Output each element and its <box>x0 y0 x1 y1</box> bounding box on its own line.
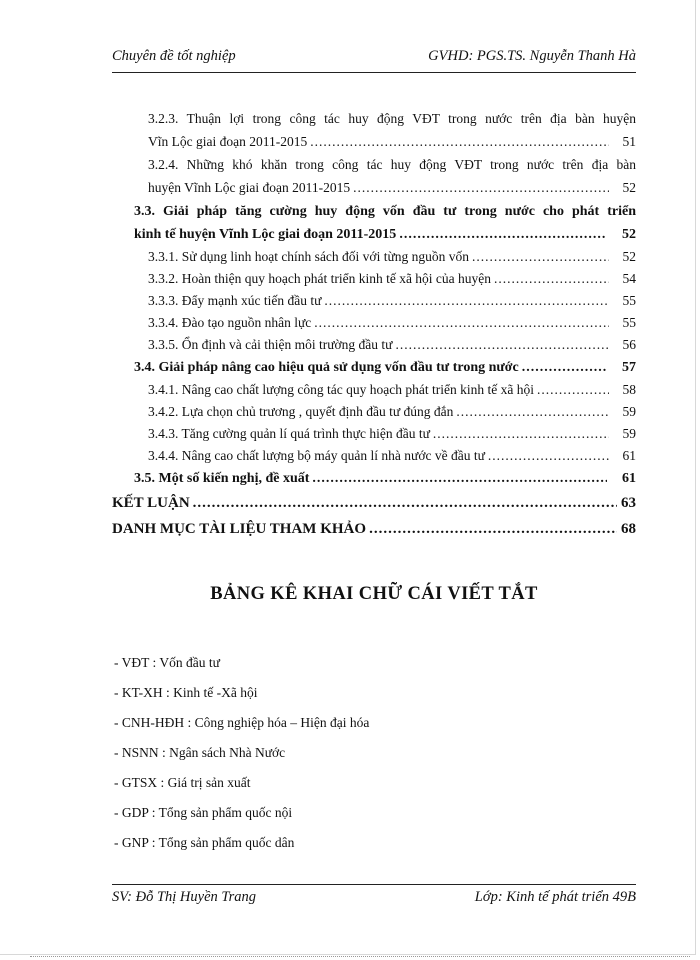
footer-rule <box>112 884 636 885</box>
toc-entry-3-2-3[interactable] <box>112 108 636 153</box>
toc-entry-3-4-1[interactable] <box>112 379 636 401</box>
toc-page-number: 58 <box>622 382 636 397</box>
toc-entry-text: 3.3.1. Sử dụng linh hoạt chính sách đối với từng nguồn vốn <box>148 249 470 264</box>
toc-entry-text: Vĩn Lộc giai đoạn 2011-2015 <box>148 133 308 149</box>
toc-entry-text: 3.3.3. Đẩy mạnh xúc tiến đầu tư <box>148 293 322 308</box>
toc-entry-text: 3.4.1. Nâng cao chất lượng công tác quy hoạch phát triển kinh tế xã hội <box>148 382 534 397</box>
toc-entry-3-4[interactable] <box>112 356 636 379</box>
toc-leader <box>395 334 609 356</box>
toc-entry-text: 3.4.4. Nâng cao chất lượng bộ máy quản lí nhà nước về đầu tư <box>148 448 485 463</box>
toc-page-number: 52 <box>622 249 636 264</box>
toc-entry-text: 3.2.3. Thuận lợi trong công tác huy động VĐT trong nước trên địa bàn huyện <box>148 111 636 126</box>
toc-leader <box>353 177 609 200</box>
toc-leader <box>494 268 609 290</box>
toc-leader <box>310 131 609 154</box>
header-right: GVHD: PGS.TS. Nguyễn Thanh Hà <box>428 48 636 64</box>
toc-leader <box>369 516 617 542</box>
toc-entry-text: KẾT LUẬN <box>112 495 190 511</box>
toc-page-number: 54 <box>622 271 636 286</box>
abbreviations-title: BẢNG KÊ KHAI CHỮ CÁI VIẾT TẮT <box>210 584 538 604</box>
toc-entry-text: 3.3.5. Ổn định và cải thiện môi trường đầu tư <box>148 337 393 352</box>
toc-page-number: 52 <box>622 226 636 242</box>
toc-leader <box>399 224 607 247</box>
toc-page-number: 68 <box>621 521 636 537</box>
page-footer <box>112 889 636 906</box>
toc-entry-text: 3.5. Một số kiến nghị, đề xuất <box>134 471 310 486</box>
abbreviation-item: - GTSX : Giá trị sản xuất <box>114 775 251 790</box>
header-left: Chuyên đề tốt nghiệp <box>112 48 236 64</box>
toc-entry-conclusion[interactable] <box>112 490 636 516</box>
toc-entry-text: 3.2.4. Những khó khăn trong công tác huy động VĐT trong nước trên địa bàn <box>148 157 636 172</box>
toc-entry-text: 3.3.4. Đào tạo nguồn nhân lực <box>148 315 312 330</box>
toc-entry-3-2-4[interactable] <box>112 154 636 199</box>
toc-entry-3-5[interactable] <box>112 467 636 490</box>
toc-page-number: 63 <box>621 495 636 511</box>
toc-page-number: 57 <box>622 360 636 375</box>
table-of-contents <box>112 108 636 542</box>
abbreviation-item: - VĐT : Vốn đầu tư <box>114 655 220 670</box>
footer-right: Lớp: Kinh tế phát triển 49B <box>474 889 636 905</box>
toc-entry-3-3-2[interactable] <box>112 268 636 290</box>
toc-page-number: 55 <box>622 315 636 330</box>
toc-entry-text: 3.3.2. Hoàn thiện quy hoạch phát triển kinh tế xã hội của huyện <box>148 271 492 286</box>
toc-leader <box>537 379 609 401</box>
toc-entry-text: 3.4.2. Lựa chọn chủ trương , quyết định đầu tư đúng đắn <box>148 404 454 419</box>
toc-entry-text: DANH MỤC TÀI LIỆU THAM KHẢO <box>112 521 367 537</box>
toc-entry-3-3-1[interactable] <box>112 246 636 268</box>
toc-leader <box>522 356 607 379</box>
toc-page-number: 55 <box>622 293 636 308</box>
toc-leader <box>433 423 609 445</box>
abbreviation-item: - GNP : Tổng sản phẩm quốc dân <box>114 835 295 850</box>
toc-leader <box>324 290 609 312</box>
toc-entry-3-3[interactable] <box>112 201 636 246</box>
page-break-line <box>30 956 690 957</box>
toc-entry-text: kinh tế huyện Vĩnh Lộc giai đoạn 2011-2015 <box>134 226 397 242</box>
toc-entry-3-3-3[interactable] <box>112 290 636 312</box>
toc-leader <box>312 467 607 490</box>
toc-page-number: 61 <box>622 448 636 463</box>
toc-leader <box>472 246 609 268</box>
toc-entry-3-4-4[interactable] <box>112 445 636 467</box>
toc-page-number: 56 <box>622 337 636 352</box>
toc-leader <box>193 490 617 516</box>
footer-left: SV: Đỗ Thị Huyền Trang <box>112 889 257 905</box>
abbreviation-item: - CNH-HĐH : Công nghiệp hóa – Hiện đại hóa <box>114 715 370 730</box>
toc-entry-text: huyện Vĩnh Lộc giai đoạn 2011-2015 <box>148 179 351 195</box>
abbreviation-item: - KT-XH : Kinh tế -Xã hội <box>114 685 258 700</box>
toc-entry-3-4-2[interactable] <box>112 401 636 423</box>
toc-leader <box>314 312 609 334</box>
toc-entry-references[interactable] <box>112 516 636 542</box>
toc-page-number: 61 <box>622 471 636 486</box>
toc-entry-3-4-3[interactable] <box>112 423 636 445</box>
abbreviation-list <box>114 648 634 858</box>
toc-entry-text: 3.4.3. Tăng cường quản lí quá trình thực hiện đầu tư <box>148 426 430 441</box>
abbreviation-item: - GDP : Tổng sản phẩm quốc nội <box>114 805 293 820</box>
abbreviation-item: - NSNN : Ngân sách Nhà Nước <box>114 745 286 760</box>
toc-entry-text: 3.4. Giải pháp nâng cao hiệu quả sử dụng vốn đầu tư trong nước <box>134 360 519 375</box>
toc-page-number: 59 <box>622 404 636 419</box>
page-header <box>112 48 636 72</box>
toc-page-number: 51 <box>622 133 636 149</box>
toc-entry-text: 3.3. Giải pháp tăng cường huy động vốn đầu tư trong nước cho phát triển <box>134 204 636 219</box>
toc-leader <box>488 445 609 467</box>
toc-entry-3-3-4[interactable] <box>112 312 636 334</box>
toc-page-number: 52 <box>622 179 636 195</box>
toc-leader <box>456 401 609 423</box>
toc-page-number: 59 <box>622 426 636 441</box>
header-rule <box>112 72 636 73</box>
toc-entry-3-3-5[interactable] <box>112 334 636 356</box>
